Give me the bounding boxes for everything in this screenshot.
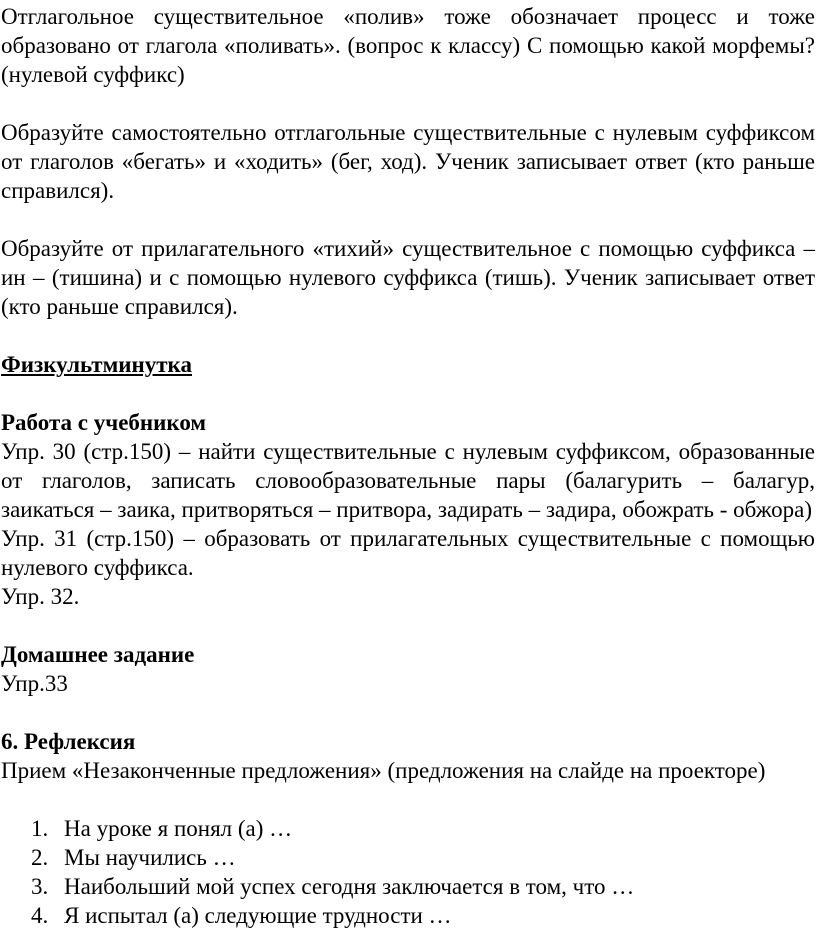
list-item [1, 901, 815, 930]
list-item-text: Мы научились … [64, 845, 236, 870]
intro-paragraph-2: Образуйте самостоятельно отглагольные существительные с нулевым суффиксом от глаголов «бегать» и «ходить» (бег, ход). Ученик записывает ответ (кто раньше справился). [1, 120, 815, 203]
intro-paragraph-3: Образуйте от прилагательного «тихий» существительное с помощью суффикса – ин – (тишина) и с помощью нулевого суффикса (тишь). Ученик записывает ответ (кто раньше справился). [1, 236, 815, 319]
homework-text: Упр.33 [1, 671, 68, 696]
list-item-text: Я испытал (а) следующие трудности … [64, 903, 452, 928]
reflection-list [1, 814, 815, 930]
list-item-number: 1. [31, 816, 49, 841]
phys-heading: Физкультминутка [1, 352, 192, 377]
homework-heading: Домашнее задание [1, 642, 195, 667]
list-item-text: На уроке я понял (а) … [64, 816, 293, 841]
exercise-31: Упр. 31 (стр.150) – образовать от прилагательных существительные с помощью нулевого суффикса. [1, 526, 815, 580]
list-item [1, 814, 815, 843]
list-item [1, 843, 815, 872]
textbook-heading: Работа с учебником [1, 410, 207, 435]
intro-paragraph-1: Отглагольное существительное «полив» тоже обозначает процесс и тоже образовано от глагола «поливать». (вопрос к классу) С помощью какой морфемы? (нулевой суффикс) [1, 4, 815, 87]
list-item-number: 2. [31, 845, 49, 870]
list-item-number: 4. [31, 903, 49, 928]
exercise-30: Упр. 30 (стр.150) – найти существительные с нулевым суффиксом, образованные от глаголов, записать словообразовательные пары (балагурить – балагур, заикаться – заика, притворяться – притвора, задирать – задира, обожрать - обжора) [1, 439, 815, 522]
exercise-32: Упр. 32. [1, 584, 80, 609]
list-item-text: Наибольший мой успех сегодня заключается в том, что … [64, 874, 635, 899]
list-item-number: 3. [31, 874, 49, 899]
reflection-heading: 6. Рефлексия [1, 729, 136, 754]
reflection-intro: Прием «Незаконченные предложения» (предложения на слайде на проекторе) [1, 758, 766, 783]
list-item [1, 872, 815, 901]
